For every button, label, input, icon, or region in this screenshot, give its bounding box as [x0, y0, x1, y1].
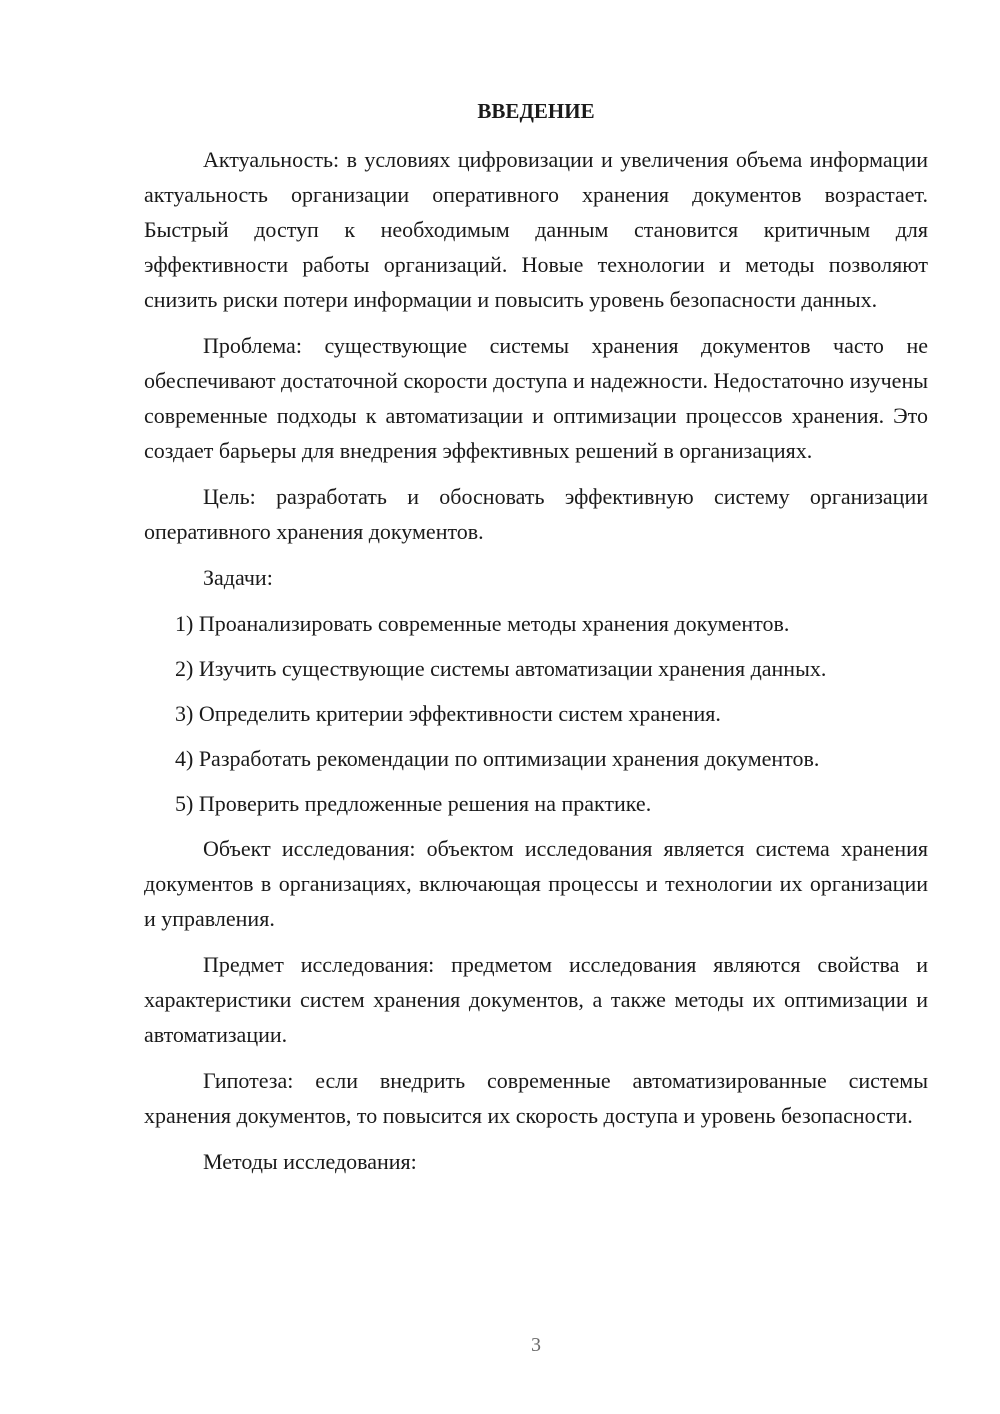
paragraph-hypothesis: Гипотеза: если внедрить современные автоматизированные системы хранения документов, то повысится их скорость доступа и уровень безопасности.: [144, 1068, 928, 1128]
tasks-list: [144, 606, 928, 821]
list-item: 1) Проанализировать современные методы хранения документов.: [175, 611, 790, 636]
paragraph-subject: Предмет исследования: предметом исследования являются свойства и характеристики систем хранения документов, а также методы их оптимизации и автоматизации.: [144, 952, 928, 1047]
list-item: 4) Разработать рекомендации по оптимизации хранения документов.: [175, 746, 820, 771]
page-title: ВВЕДЕНИЕ: [477, 99, 595, 123]
methods-heading: Методы исследования:: [203, 1149, 417, 1174]
paragraph-relevance: Актуальность: в условиях цифровизации и увеличения объема информации актуальность организации оперативного хранения документов возрастает. Быстрый доступ к необходимым данным становится критичным для эффективности работы организаций. Новые технологии и методы позволяют снизить риски потери информации и повысить уровень безопасности данных.: [144, 147, 928, 312]
document-body: [144, 142, 928, 1190]
paragraph-object: Объект исследования: объектом исследования является система хранения документов в организациях, включающая процессы и технологии их организации и управления.: [144, 836, 928, 931]
paragraph-problem: Проблема: существующие системы хранения документов часто не обеспечивают достаточной скорости доступа и надежности. Недостаточно изучены современные подходы к автоматизации и оптимизации процессов хранения. Это создает барьеры для внедрения эффективных решений в организациях.: [144, 333, 928, 463]
list-item: 5) Проверить предложенные решения на практике.: [175, 791, 652, 816]
tasks-heading: Задачи:: [203, 565, 273, 590]
page-number: 3: [531, 1334, 541, 1356]
paragraph-goal: Цель: разработать и обосновать эффективную систему организации оперативного хранения документов.: [144, 484, 928, 544]
list-item: 3) Определить критерии эффективности систем хранения.: [175, 701, 721, 726]
list-item: 2) Изучить существующие системы автоматизации хранения данных.: [175, 656, 827, 681]
